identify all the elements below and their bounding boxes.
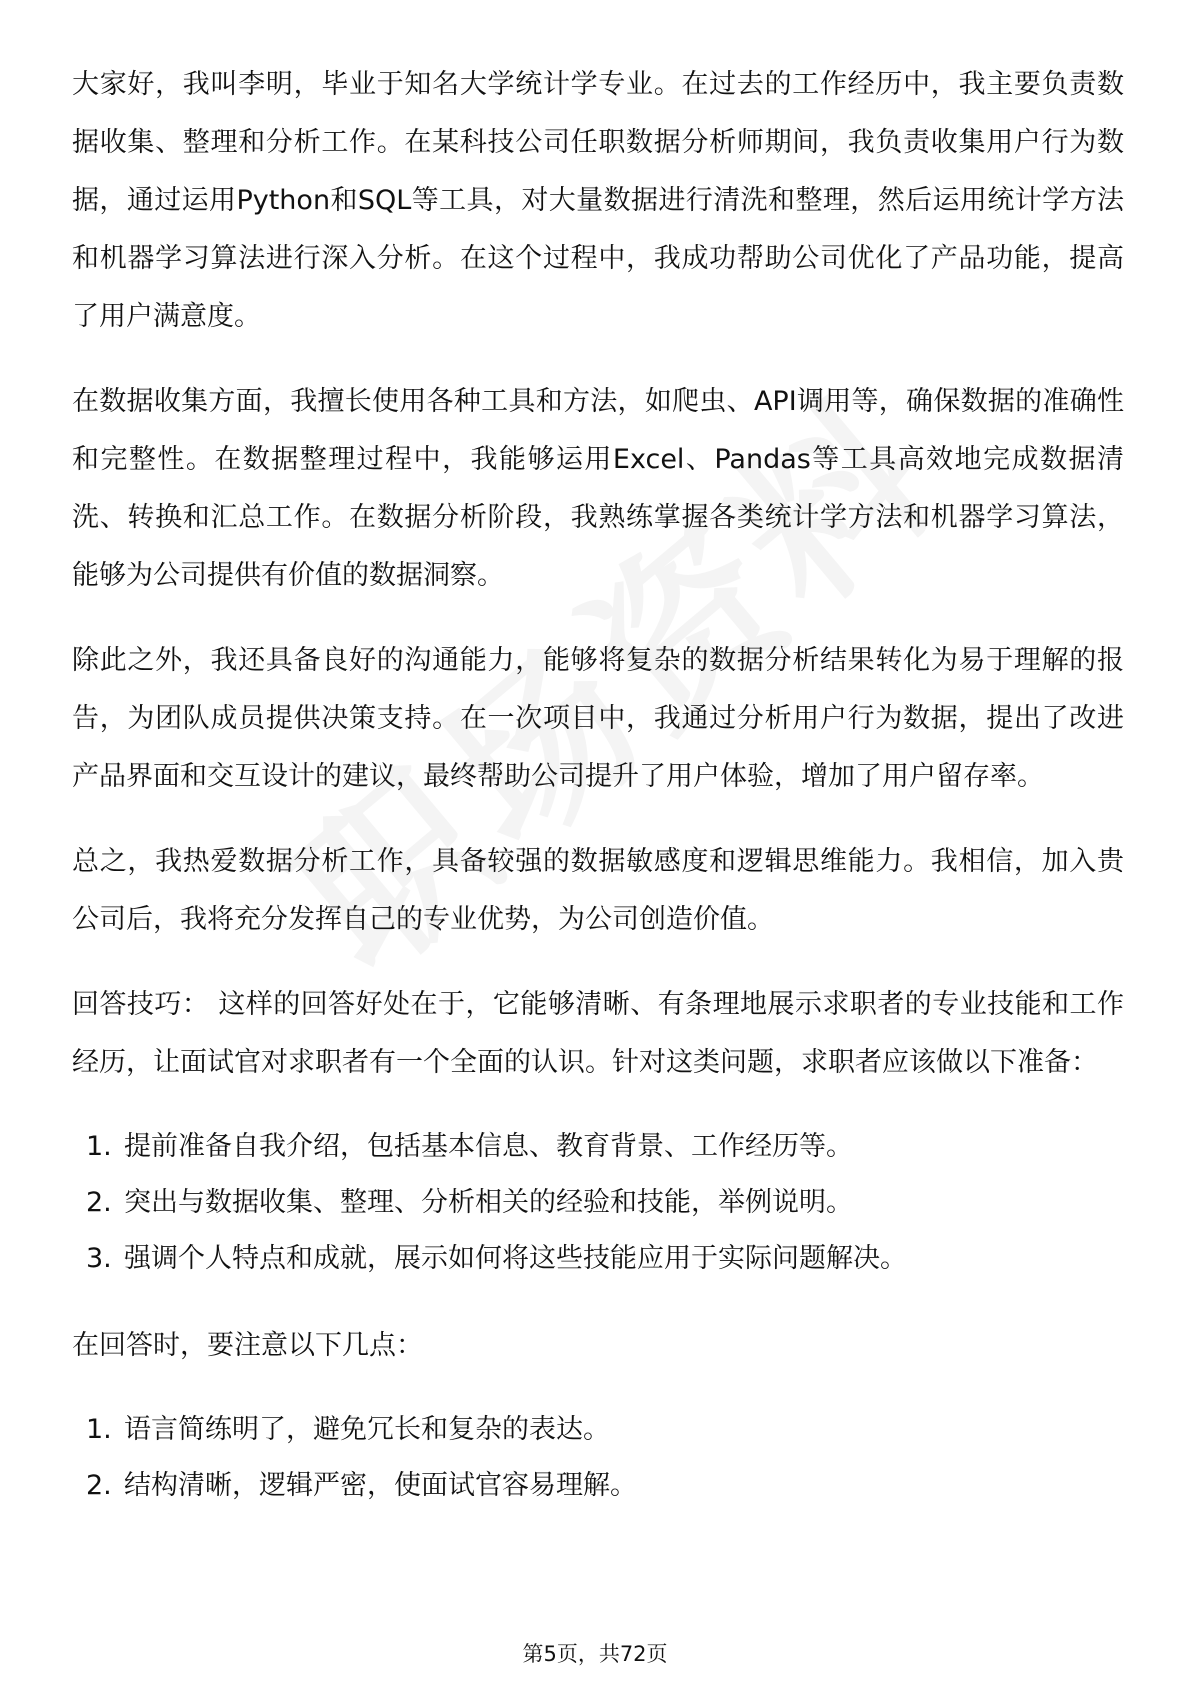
list-number: 1.: [86, 1131, 112, 1162]
list-item: [86, 1175, 1124, 1231]
list-item: [86, 1231, 1124, 1287]
list-text: 突出与数据收集、整理、分析相关的经验和技能，举例说明。: [124, 1187, 853, 1218]
document-body: [72, 56, 1124, 1544]
paragraph-data-skills: 在数据收集方面，我擅长使用各种工具和方法，如爬虫、API调用等，确保数据的准确性和完整性。在数据整理过程中，我能够运用Excel、Pandas等工具高效地完成数据清洗、转换和汇总工作。在数据分析阶段，我熟练掌握各类统计学方法和机器学习算法，能够为公司提供有价值的数据洞察。: [72, 386, 1124, 591]
page-number-footer: 第5页，共72页: [522, 1642, 668, 1666]
list-item: [86, 1119, 1124, 1175]
paragraph-notes-intro: 在回答时，要注意以下几点：: [72, 1330, 423, 1361]
list-number: 2.: [86, 1187, 112, 1218]
list-item: [86, 1458, 1124, 1514]
paragraph-communication: 除此之外，我还具备良好的沟通能力，能够将复杂的数据分析结果转化为易于理解的报告，为团队成员提供决策支持。在一次项目中，我通过分析用户行为数据，提出了改进产品界面和交互设计的建议，最终帮助公司提升了用户体验，增加了用户留存率。: [72, 645, 1124, 792]
list-number: 3.: [86, 1243, 112, 1274]
list-number: 2.: [86, 1470, 112, 1501]
paragraph-answer-tips: 回答技巧： 这样的回答好处在于，它能够清晰、有条理地展示求职者的专业技能和工作经历，让面试官对求职者有一个全面的认识。针对这类问题，求职者应该做以下准备：: [72, 989, 1124, 1078]
paragraph-intro: 大家好，我叫李明，毕业于知名大学统计学专业。在过去的工作经历中，我主要负责数据收集、整理和分析工作。在某科技公司任职数据分析师期间，我负责收集用户行为数据，通过运用Python和SQL等工具，对大量数据进行清洗和整理，然后运用统计学方法和机器学习算法进行深入分析。在这个过程中，我成功帮助公司优化了产品功能，提高了用户满意度。: [72, 69, 1124, 332]
list-text: 语言简练明了，避免冗长和复杂的表达。: [124, 1414, 610, 1445]
list-text: 结构清晰，逻辑严密，使面试官容易理解。: [124, 1470, 637, 1501]
paragraph-summary: 总之，我热爱数据分析工作，具备较强的数据敏感度和逻辑思维能力。我相信，加入贵公司后，我将充分发挥自己的专业优势，为公司创造价值。: [72, 846, 1124, 935]
preparation-list: [72, 1119, 1124, 1287]
notes-list: [72, 1402, 1124, 1514]
list-number: 1.: [86, 1414, 112, 1445]
list-text: 提前准备自我介绍，包括基本信息、教育背景、工作经历等。: [124, 1131, 853, 1162]
list-item: [86, 1402, 1124, 1458]
list-text: 强调个人特点和成就，展示如何将这些技能应用于实际问题解决。: [124, 1243, 907, 1274]
